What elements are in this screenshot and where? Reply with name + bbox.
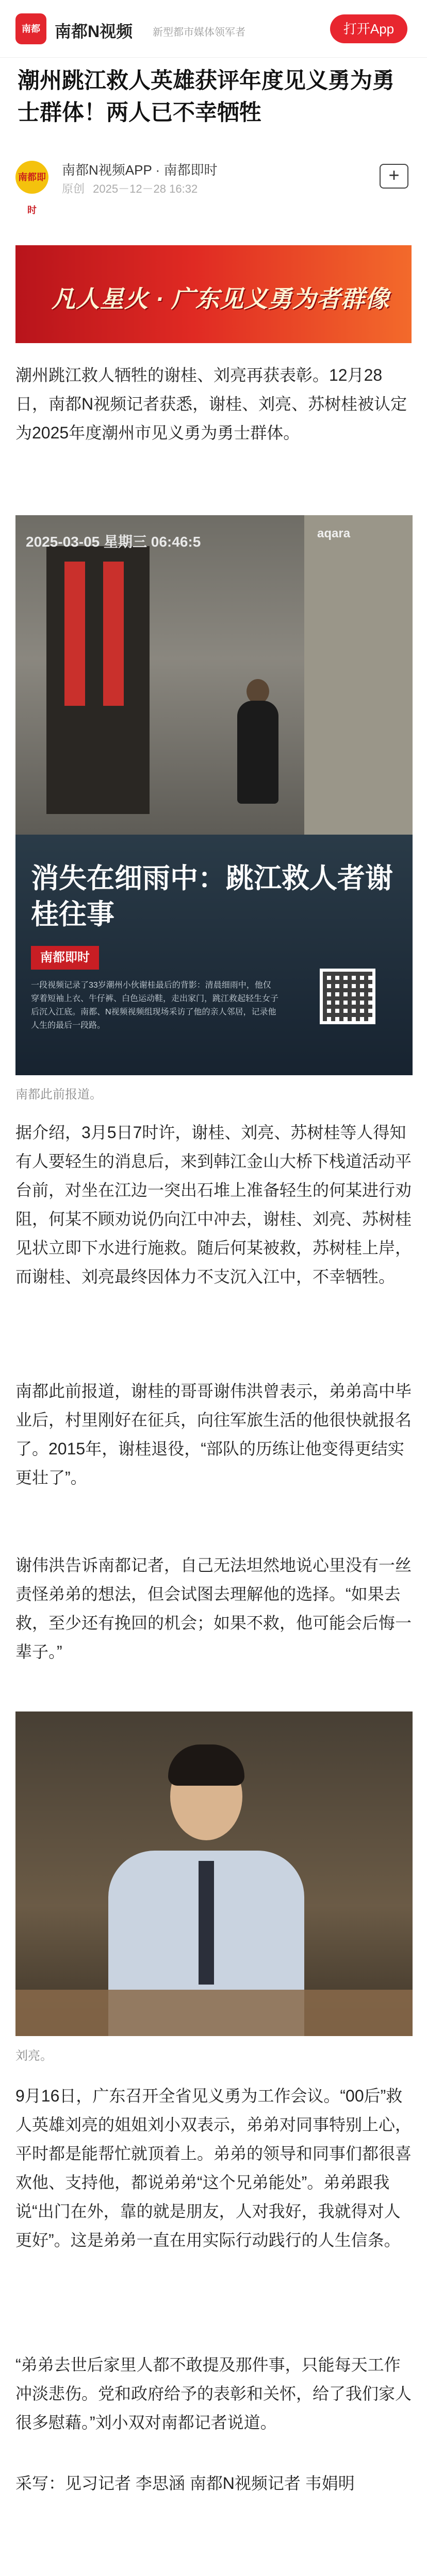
author-avatar[interactable]: 南都即时 (15, 161, 48, 194)
person-head (247, 679, 269, 704)
paragraph-2: 据介绍，3月5日7时许，谢桂、刘亮、苏树桂等人得知有人要轻生的消息后，来到韩江金山大桥下栈道活动平台前，对坐在江边一突出石堆上准备轻生的何某进行劝阻，何某不顾劝说仍向江中冲去，谢桂、刘亮、苏树桂见状立即下水进行施救。随后何某被救，苏树桂上岸，而谢桂、刘亮最终因体力不支沉入江中，不幸牺牲。 (15, 1123, 412, 1286)
doorway (46, 546, 150, 814)
app-header (0, 0, 427, 58)
image-1-caption: 南都此前报道。 (15, 1088, 102, 1101)
image-overlay-title: 消失在细雨中：跳江救人者谢桂往事 (31, 863, 393, 930)
paragraph-4: 谢伟洪告诉南都记者，自己无法坦然地说心里没有一丝责怪弟弟的想法，但会试图去理解他的选择。“如果去救，至少还有挽回的机会；如果不救，他可能会后悔一辈子。” (15, 1556, 412, 1661)
person-tie (199, 1861, 214, 1985)
follow-plus-icon[interactable]: + (380, 164, 408, 189)
publish-time: 2025－12－28 16:32 (93, 182, 198, 195)
couplet-right (103, 562, 124, 706)
app-slogan: 新型都市媒体领军者 (153, 27, 245, 38)
paragraph-6: “弟弟去世后家里人都不敢提及那件事，只能每天工作冲淡悲伤。党和政府给予的表彰和关怀，给了我们家人很多慰藉。”刘小双对南都记者说道。 (15, 2355, 412, 2432)
author-row (15, 157, 412, 215)
series-banner (15, 245, 412, 343)
app-name: 南都N视频 (55, 22, 133, 41)
paragraph-5: 9月16日，广东召开全省见义勇为工作会议。“00后”救人英雄刘亮的姐姐刘小双表示，弟弟对同事特别上心，平时都是能帮忙就顶着上。弟弟的领导和同事们都很喜欢他、支持他，都说弟弟“这个兄弟能处”。弟弟跟我说“出门在外，靠的就是朋友，人对我好，我就得对人更好”。这是弟弟一直在用实际行动践行的人生信条。 (15, 2087, 412, 2249)
wall (304, 515, 413, 835)
open-app-button[interactable]: 打开App (330, 14, 407, 43)
byline: 采写：见习记者 李思涵 南都N视频记者 韦娟明 (15, 2474, 355, 2493)
origin-label: 原创 (62, 182, 85, 195)
banner-title: 凡人星火 · 广东见义勇为者群像 (52, 285, 389, 312)
camera-logo: aqara (317, 527, 351, 540)
image-overlay-tag: 南都即时 (31, 946, 99, 970)
image-2-caption: 刘亮。 (15, 2049, 53, 2063)
person-figure (237, 701, 278, 804)
couplet-left (64, 562, 85, 706)
news-image-1[interactable] (15, 515, 413, 1075)
article-title: 潮州跳江救人英雄获评年度见义勇为勇士群体！两人已不幸牺牲 (18, 69, 395, 125)
paragraph-1: 潮州跳江救人牺牲的谢桂、刘亮再获表彰。12月28日，南都N视频记者获悉，谢桂、刘亮、苏树桂被认定为2025年度潮州市见义勇为勇士群体。 (15, 366, 407, 442)
image-overlay-description: 一段视频记录了33岁潮州小伙谢桂最后的背影：清晨细雨中，他仅穿着短袖上衣、牛仔裤、白色运动鞋，走出家门，跳江救起轻生女子后沉入江底。南都、N视频视频组现场采访了他的亲人邻居，记录他人生的最后一段路。 (31, 981, 279, 1030)
app-logo-icon: 南都 (15, 13, 46, 44)
paragraph-3: 南都此前报道，谢桂的哥哥谢伟洪曾表示，弟弟高中毕业后，村里刚好在征兵，向往军旅生活的他很快就报名了。2015年，谢桂退役，“部队的历练让他变得更结实更壮了”。 (15, 1382, 412, 1487)
news-image-2[interactable] (15, 1711, 413, 2036)
table (15, 1990, 413, 2036)
publish-info (62, 180, 198, 196)
person-hair (168, 1744, 244, 1786)
author-name[interactable]: 南都N视频APP · 南都即时 (62, 162, 218, 178)
camera-timestamp: 2025-03-05 星期三 06:46:5 (26, 534, 201, 550)
qr-code-icon (320, 969, 375, 1024)
